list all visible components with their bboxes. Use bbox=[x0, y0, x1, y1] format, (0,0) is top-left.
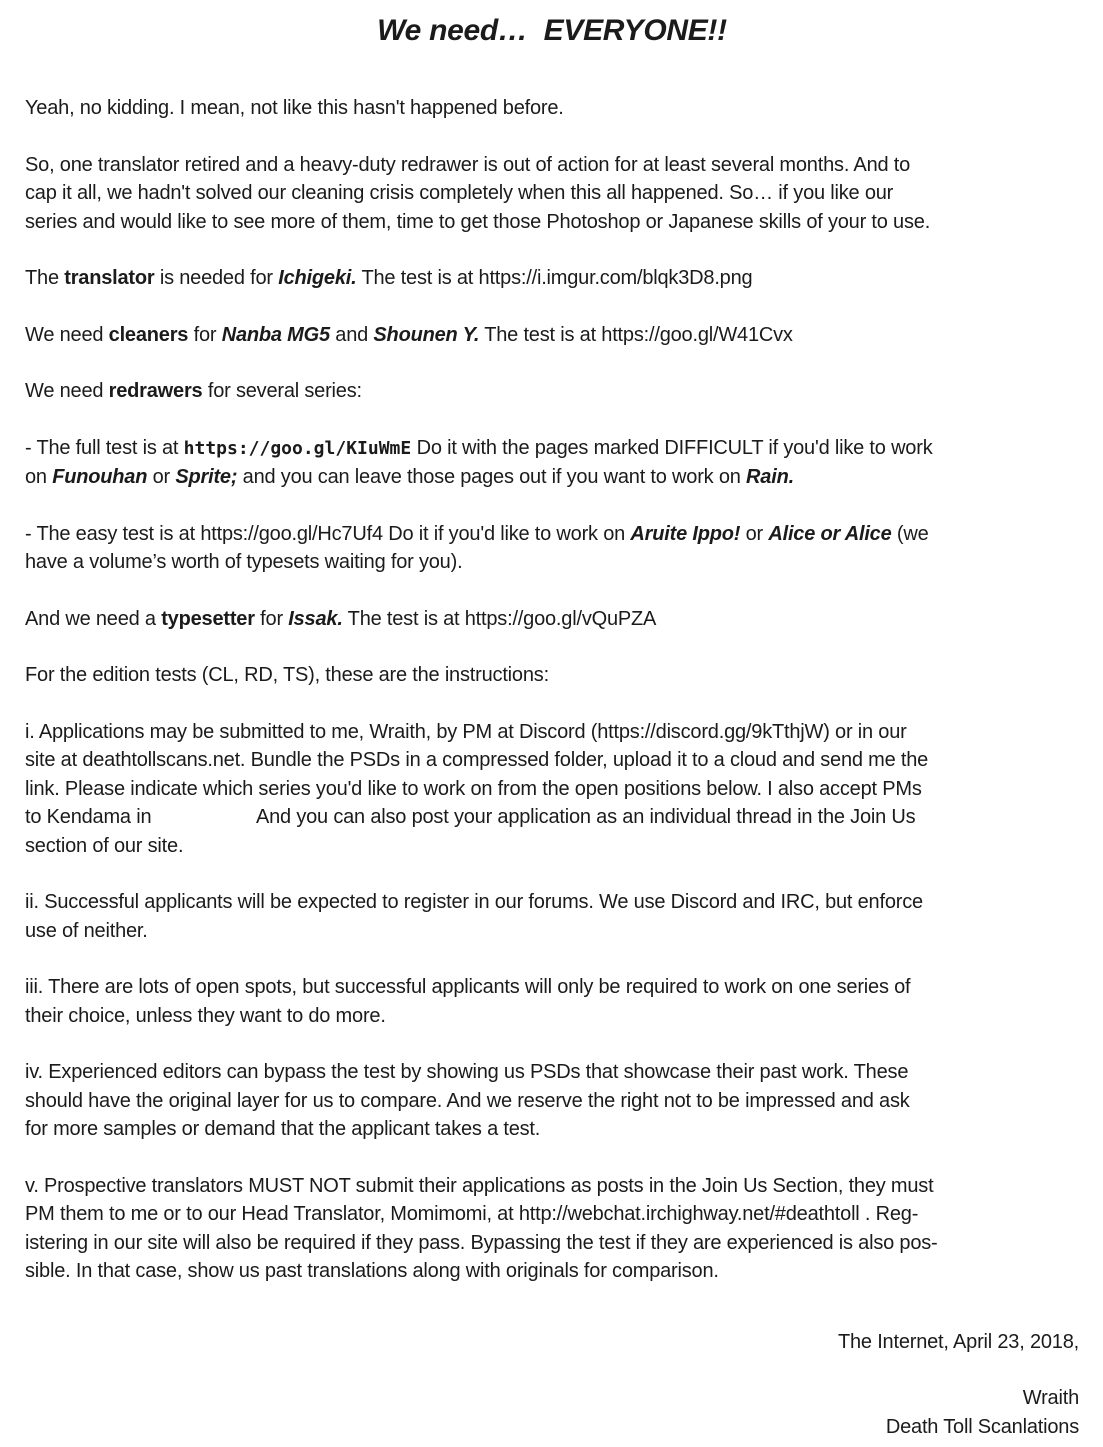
text-segment: i. Applications may be submitted to me, Wraith, by PM at Discord (https://discord.gg/9kTthjW) or in our bbox=[25, 720, 907, 743]
signature bbox=[25, 1384, 1079, 1441]
text-segment: for several series: bbox=[202, 380, 362, 402]
text-line bbox=[25, 888, 1079, 917]
text-line bbox=[25, 917, 1079, 946]
text-segment: For the edition tests (CL, RD, TS), these are the instructions: bbox=[25, 664, 549, 686]
text-line bbox=[25, 377, 1079, 406]
translator-test-url: https://i.imgur.com/blqk3D8.png bbox=[478, 267, 753, 289]
document-body bbox=[25, 94, 1079, 1441]
instruction-v-paragraph bbox=[25, 1172, 1079, 1286]
text-segment: their choice, unless they want to do more. bbox=[25, 1004, 386, 1027]
text-segment: Do it with the pages marked DIFFICULT if you'd like to work bbox=[411, 436, 933, 459]
text-segment: istering in our site will also be required if they pass. Bypassing the test if they are experienced is also pos- bbox=[25, 1231, 938, 1254]
text-segment: have a volume’s worth of typesets waiting for you). bbox=[25, 551, 463, 573]
cleaners-needed-paragraph bbox=[25, 321, 1079, 350]
text-line bbox=[25, 520, 1079, 549]
text-segment: for more samples or demand that the applicant takes a test. bbox=[25, 1118, 541, 1140]
text-line bbox=[25, 605, 1079, 634]
page-title: We need… EVERYONE!! bbox=[377, 14, 727, 47]
text-line bbox=[25, 321, 1079, 350]
text-segment: sible. In that case, show us past translations along with originals for comparison. bbox=[25, 1260, 719, 1282]
text-segment: The test is at bbox=[479, 323, 602, 346]
redrawer-easy-test-url: https://goo.gl/Hc7Uf4 bbox=[200, 522, 383, 545]
text-segment: iv. Experienced editors can bypass the test by showing us PSDs that showcase their past work. These bbox=[25, 1061, 909, 1083]
instruction-iii-paragraph bbox=[25, 973, 1079, 1030]
text-line bbox=[25, 1115, 1079, 1144]
text-segment: The test is at bbox=[342, 607, 465, 630]
text-segment: v. Prospective translators MUST NOT submit their applications as posts in the Join Us Section, they must bbox=[25, 1174, 934, 1197]
text-segment: use of neither. bbox=[25, 919, 148, 942]
text-line bbox=[25, 1413, 1079, 1442]
cleaner-test-url: https://goo.gl/W41Cvx bbox=[601, 323, 793, 346]
typesetter-needed-paragraph bbox=[25, 605, 1079, 634]
text-line bbox=[25, 208, 1079, 237]
text-line bbox=[25, 746, 1079, 775]
text-line bbox=[25, 179, 1079, 208]
instruction-iv-paragraph bbox=[25, 1058, 1079, 1144]
text-line bbox=[25, 661, 1079, 690]
easy-test-paragraph bbox=[25, 520, 1079, 577]
text-segment: or bbox=[740, 522, 769, 545]
text-segment: Nanba MG5 bbox=[221, 323, 330, 346]
text-segment: Rain. bbox=[746, 466, 794, 488]
text-segment: cleaners bbox=[108, 323, 189, 346]
text-line bbox=[25, 1087, 1079, 1116]
text-segment: redrawers bbox=[108, 380, 203, 402]
full-test-paragraph bbox=[25, 434, 1079, 492]
signature-group: Death Toll Scanlations bbox=[885, 1415, 1079, 1438]
text-segment: iii. There are lots of open spots, but successful applicants will only be required to work on one series of bbox=[25, 976, 911, 998]
text-segment: link. Please indicate which series you'd like to work on from the open positions below. I also accept PMs bbox=[25, 777, 922, 800]
text-line bbox=[25, 1229, 1079, 1258]
text-segment: on bbox=[25, 466, 53, 488]
text-line bbox=[25, 803, 1079, 832]
text-segment: translator bbox=[64, 267, 155, 289]
text-segment: ii. Successful applicants will be expected to register in our forums. We use Discord and IRC, but enforce bbox=[25, 891, 923, 913]
text-line bbox=[25, 832, 1079, 861]
text-segment: for bbox=[188, 323, 222, 346]
text-segment: Shounen Y. bbox=[373, 323, 480, 346]
text-line bbox=[25, 1172, 1079, 1201]
text-segment: (we bbox=[891, 522, 929, 545]
text-line bbox=[25, 264, 1079, 293]
text-line bbox=[25, 1384, 1079, 1413]
dateline bbox=[25, 1328, 1079, 1357]
text-segment: - The full test is at bbox=[25, 436, 184, 459]
text-segment: - The easy test is at bbox=[25, 522, 201, 545]
instruction-ii-paragraph bbox=[25, 888, 1079, 945]
text-segment: for bbox=[254, 607, 289, 630]
translator-needed-paragraph bbox=[25, 264, 1079, 293]
text-segment: We need bbox=[25, 380, 109, 402]
text-line bbox=[25, 1058, 1079, 1087]
text-line bbox=[25, 775, 1079, 804]
text-segment: or bbox=[147, 466, 176, 488]
text-line bbox=[25, 1257, 1079, 1286]
text-segment: Do it if you'd like to work on bbox=[382, 522, 631, 545]
text-line bbox=[25, 1328, 1079, 1357]
text-segment: Yeah, no kidding. I mean, not like this hasn't happened before. bbox=[25, 97, 564, 119]
date-text: The Internet, April 23, 2018, bbox=[837, 1330, 1079, 1353]
text-segment: typesetter bbox=[161, 607, 255, 630]
text-segment: Funouhan bbox=[52, 466, 148, 488]
text-line bbox=[25, 1002, 1079, 1031]
text-segment: Ichigeki. bbox=[278, 267, 357, 289]
text-line bbox=[25, 718, 1079, 747]
intro-paragraph bbox=[25, 94, 1079, 123]
text-segment: The bbox=[25, 267, 65, 289]
text-segment: Alice or Alice bbox=[768, 522, 892, 545]
text-segment: PM them to me or to our Head Translator, Momimomi, at http://webchat.irchighway.net/#deathtoll . Reg- bbox=[25, 1203, 919, 1225]
situation-paragraph bbox=[25, 151, 1079, 237]
text-segment: section of our site. bbox=[25, 834, 184, 857]
text-segment: And we need a bbox=[25, 607, 162, 630]
text-segment: should have the original layer for us to compare. And we reserve the right not to be impressed and ask bbox=[25, 1089, 910, 1112]
text-line bbox=[25, 94, 1079, 123]
text-segment: and you can leave those pages out if you want to work on bbox=[237, 466, 747, 488]
text-segment: and bbox=[329, 323, 374, 346]
text-segment: series and would like to see more of them, time to get those Photoshop or Japanese skills of your to use. bbox=[25, 210, 931, 233]
text-segment: Issak. bbox=[288, 607, 343, 630]
typesetter-test-url: https://goo.gl/vQuPZA bbox=[464, 607, 657, 630]
text-segment: cap it all, we hadn't solved our cleaning crisis completely when this all happened. So… if you like our bbox=[25, 182, 894, 204]
text-line bbox=[25, 463, 1079, 492]
redrawer-full-test-url: https://goo.gl/KIuWmE bbox=[183, 437, 412, 459]
text-segment: Sprite; bbox=[175, 466, 238, 488]
text-segment: site at deathtollscans.net. Bundle the PSDs in a compressed folder, upload it to a cloud and send me the bbox=[25, 749, 929, 771]
text-segment: to Kendama in bbox=[25, 806, 157, 828]
text-segment: So, one translator retired and a heavy-duty redrawer is out of action for at least several months. And to bbox=[25, 153, 911, 176]
text-line bbox=[25, 151, 1079, 180]
text-segment: is needed for bbox=[154, 267, 279, 289]
text-line bbox=[25, 973, 1079, 1002]
text-line bbox=[25, 434, 1079, 464]
text-segment: Aruite Ippo! bbox=[630, 522, 741, 545]
text-line bbox=[25, 1200, 1079, 1229]
signature-name: Wraith bbox=[1022, 1387, 1079, 1409]
instruction-i-paragraph bbox=[25, 718, 1079, 861]
text-line bbox=[25, 548, 1079, 577]
redrawers-needed-paragraph bbox=[25, 377, 1079, 406]
instructions-intro-paragraph bbox=[25, 661, 1079, 690]
text-segment: The test is at bbox=[356, 267, 479, 289]
text-segment: We need bbox=[25, 323, 109, 346]
text-segment: And you can also post your application as an individual thread in the Join Us bbox=[251, 806, 916, 828]
